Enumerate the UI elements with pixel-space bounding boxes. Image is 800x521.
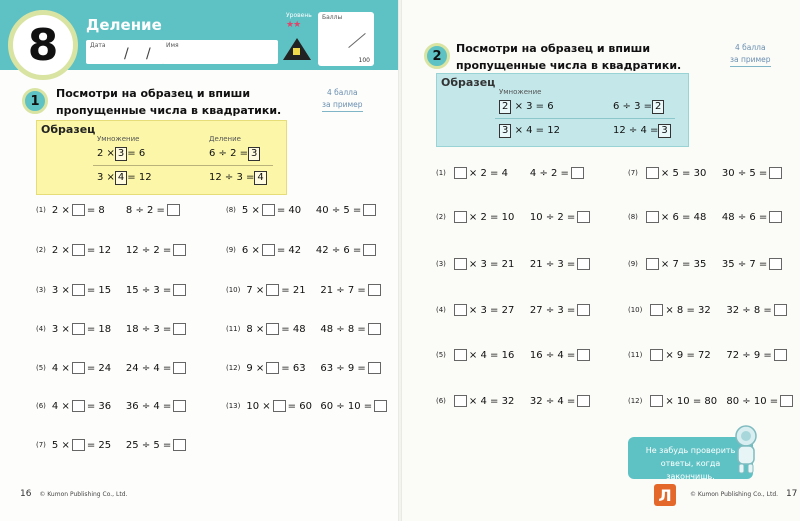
answer-box: 3	[248, 147, 260, 161]
division-expr	[126, 244, 188, 256]
example-row-2-div	[209, 171, 267, 185]
answer-input-box[interactable]	[780, 395, 793, 407]
exercise-number: (10)	[226, 286, 241, 294]
expr-text: 4 ×	[51, 363, 70, 374]
example-row-2-mult	[499, 124, 560, 138]
multiplication-expr	[648, 349, 726, 361]
footer-right	[690, 489, 800, 499]
multiplication-expr	[644, 211, 722, 223]
lesson-title: Деление	[86, 16, 162, 34]
expr-text: 10 ×	[246, 401, 271, 412]
level-stars: ★★	[286, 20, 301, 30]
division-expr	[316, 204, 378, 216]
expr-text: 25 ÷ 5 =	[125, 440, 172, 451]
exercise-item	[436, 302, 592, 318]
exercise-number: (4)	[36, 325, 46, 333]
expr-part: 2 ×	[97, 148, 115, 159]
division-expr	[126, 204, 182, 216]
score-box[interactable]	[318, 12, 374, 66]
expr-text: 9 ×	[246, 363, 265, 374]
expr-text: × 9 = 72	[665, 350, 711, 361]
page-number: 17	[785, 489, 798, 499]
division-expr	[530, 304, 592, 316]
answer-input-box[interactable]	[577, 395, 590, 407]
expr-text: × 2 = 10	[468, 212, 515, 223]
answer-input-box[interactable]	[646, 211, 659, 223]
expr-text: 2 ×	[51, 205, 70, 216]
expr-text: × 8 = 32	[665, 305, 711, 316]
level-marker-icon	[293, 48, 300, 55]
division-expr	[320, 400, 389, 412]
division-expr	[726, 304, 788, 316]
example-label: Образец	[441, 76, 496, 89]
multiplication-expr	[648, 304, 726, 316]
section-2-points	[730, 42, 771, 67]
score-label: Баллы	[322, 14, 343, 21]
expr-text: 63 ÷ 9 =	[320, 363, 366, 374]
example-divider	[93, 165, 273, 166]
division-expr	[316, 244, 378, 256]
expr-text: × 5 = 30	[660, 168, 707, 179]
answer-input-box[interactable]	[368, 362, 381, 374]
multiplication-expr	[246, 362, 320, 374]
division-expr	[126, 362, 188, 374]
date-field[interactable]	[86, 40, 164, 64]
section-1-title: Посмотри на образец и впиши пропущенные числа в квадратики.	[56, 87, 282, 117]
example-row-2-div	[613, 124, 671, 138]
expr-text: 24 ÷ 4 =	[125, 363, 172, 374]
division-expr	[320, 284, 382, 296]
division-expr	[126, 323, 188, 335]
answer-box: 2	[499, 100, 511, 114]
date-slash: /	[146, 46, 151, 62]
exercise-number: (8)	[226, 206, 236, 214]
expr-text: = 15	[86, 285, 112, 296]
section-1-number: 1	[22, 88, 48, 114]
answer-input-box[interactable]	[173, 400, 186, 412]
answer-box: 4	[115, 171, 127, 185]
footer-left	[20, 489, 127, 499]
expr-text: 3 ×	[51, 285, 70, 296]
answer-input-box[interactable]	[454, 211, 467, 223]
example-box-2	[436, 73, 689, 147]
exercise-item	[36, 202, 182, 218]
expr-text: = 36	[86, 401, 112, 412]
exercise-number: (2)	[36, 246, 46, 254]
copyright: © Kumon Publishing Co., Ltd.	[39, 491, 128, 498]
answer-input-box[interactable]	[774, 304, 787, 316]
answer-box: 3	[115, 147, 127, 161]
expr-text: 16 ÷ 4 =	[529, 350, 576, 361]
answer-input-box[interactable]	[454, 258, 467, 270]
points-value: 4 балла	[734, 43, 766, 52]
multiplication-expr	[452, 258, 530, 270]
multiplication-expr	[242, 204, 316, 216]
expr-text: = 12	[86, 245, 112, 256]
exercise-item	[436, 393, 592, 409]
answer-input-box[interactable]	[363, 204, 376, 216]
expr-text: 6 ×	[241, 245, 260, 256]
expr-text: 4 ×	[51, 401, 70, 412]
answer-input-box[interactable]	[650, 395, 663, 407]
division-expr	[320, 323, 382, 335]
exercise-number: (12)	[628, 397, 643, 405]
expr-text: 48 ÷ 6 =	[721, 212, 768, 223]
exercise-number: (6)	[36, 402, 46, 410]
exercise-number: (7)	[628, 169, 638, 177]
expr-text: 48 ÷ 8 =	[320, 324, 366, 335]
example-label: Образец	[41, 123, 96, 136]
answer-input-box[interactable]	[577, 349, 590, 361]
division-expr	[126, 439, 188, 451]
expr-text: = 18	[86, 324, 112, 335]
division-expr	[722, 211, 784, 223]
exercise-number: (3)	[36, 286, 46, 294]
multiplication-expr	[644, 258, 722, 270]
level-label: Уровень	[286, 12, 312, 19]
multiplication-expr	[52, 439, 126, 451]
expr-text: × 2 = 4	[468, 168, 508, 179]
answer-input-box[interactable]	[368, 284, 381, 296]
expr-text: 32 ÷ 8 =	[726, 305, 772, 316]
answer-input-box[interactable]	[167, 204, 180, 216]
answer-input-box[interactable]	[577, 211, 590, 223]
example-row-2-mult	[97, 171, 152, 185]
answer-input-box[interactable]	[262, 204, 275, 216]
expr-text: 60 ÷ 10 =	[320, 401, 373, 412]
expr-part: 6 ÷ 2 =	[209, 148, 249, 159]
exercise-item	[36, 282, 188, 298]
exercise-number: (10)	[628, 306, 643, 314]
exercise-number: (3)	[436, 260, 446, 268]
expr-text: 21 ÷ 3 =	[529, 259, 576, 270]
example-row-1-mult	[499, 100, 554, 114]
expr-part: × 3 = 6	[514, 101, 554, 112]
expr-text: 12 ÷ 2 =	[125, 245, 172, 256]
expr-text: = 48	[281, 324, 306, 335]
multiplication-expr	[52, 362, 126, 374]
example-row-1-div	[209, 147, 260, 161]
division-expr	[722, 258, 784, 270]
expr-part: = 12	[127, 172, 152, 183]
answer-input-box[interactable]	[173, 244, 186, 256]
exercise-number: (13)	[226, 402, 241, 410]
expr-text: 35 ÷ 7 =	[721, 259, 768, 270]
lesson-number-badge	[8, 10, 78, 80]
exercise-item	[36, 242, 188, 258]
multiplication-expr	[52, 204, 126, 216]
answer-input-box[interactable]	[454, 395, 467, 407]
exercise-item	[628, 302, 789, 318]
answer-input-box[interactable]	[72, 244, 85, 256]
exercise-number: (4)	[436, 306, 446, 314]
exercise-item	[436, 209, 592, 225]
example-col-multiplication: Умножение	[97, 135, 140, 143]
exercise-number: (7)	[36, 441, 46, 449]
answer-input-box[interactable]	[363, 244, 376, 256]
exercise-item	[628, 209, 784, 225]
division-expr	[530, 258, 592, 270]
expr-text: = 21	[281, 285, 306, 296]
expr-text: 72 ÷ 9 =	[726, 350, 772, 361]
expr-text: 42 ÷ 6 =	[315, 245, 362, 256]
exercise-item	[36, 360, 188, 376]
exercise-item	[628, 256, 784, 272]
example-col-division: Деление	[209, 135, 241, 143]
answer-input-box[interactable]	[72, 204, 85, 216]
division-expr	[530, 349, 592, 361]
expr-text: = 40	[276, 205, 302, 216]
exercise-item	[36, 437, 188, 453]
answer-input-box[interactable]	[72, 323, 85, 335]
section-2-number: 2	[424, 43, 450, 69]
expr-text: × 4 = 16	[468, 350, 515, 361]
exercise-item	[436, 256, 592, 272]
answer-input-box[interactable]	[774, 349, 787, 361]
expr-text: 27 ÷ 3 =	[529, 305, 576, 316]
multiplication-expr	[452, 349, 530, 361]
example-divider	[495, 118, 675, 119]
expr-text: = 25	[86, 440, 112, 451]
expr-text: 18 ÷ 3 =	[125, 324, 172, 335]
answer-box: 2	[652, 100, 664, 114]
expr-text: 36 ÷ 4 =	[125, 401, 172, 412]
exercise-number: (9)	[628, 260, 638, 268]
division-expr	[726, 395, 795, 407]
expr-text: 40 ÷ 5 =	[315, 205, 362, 216]
example-row-1-mult	[97, 147, 145, 161]
exercise-item	[226, 282, 383, 298]
expr-text: 21 ÷ 7 =	[320, 285, 366, 296]
exercise-number: (8)	[628, 213, 638, 221]
publisher-logo: Л	[654, 484, 676, 506]
name-field[interactable]	[162, 40, 278, 64]
division-expr	[722, 167, 784, 179]
multiplication-expr	[648, 395, 726, 407]
exercise-number: (6)	[436, 397, 446, 405]
answer-box: 4	[254, 171, 266, 185]
answer-input-box[interactable]	[454, 167, 467, 179]
lesson-number: 8	[27, 19, 59, 71]
answer-input-box[interactable]	[72, 284, 85, 296]
expr-text: 2 ×	[51, 245, 70, 256]
astronaut-mascot-icon	[732, 424, 760, 476]
expr-text: × 4 = 32	[468, 396, 515, 407]
multiplication-expr	[452, 167, 530, 179]
expr-text: × 7 = 35	[660, 259, 707, 270]
division-expr	[530, 395, 592, 407]
exercise-item	[226, 202, 378, 218]
exercise-number: (12)	[226, 364, 241, 372]
exercise-number: (9)	[226, 246, 236, 254]
exercise-number: (2)	[436, 213, 446, 221]
expr-part: 3 ×	[97, 172, 115, 183]
answer-input-box[interactable]	[769, 258, 782, 270]
exercise-item	[628, 347, 789, 363]
section-2-title: Посмотри на образец и впиши пропущенные числа в квадратики.	[456, 42, 682, 72]
answer-input-box[interactable]	[577, 258, 590, 270]
points-value: 4 балла	[326, 88, 358, 97]
multiplication-expr	[452, 395, 530, 407]
exercise-number: (11)	[628, 351, 643, 359]
expr-text: 8 ×	[246, 324, 265, 335]
answer-input-box[interactable]	[173, 439, 186, 451]
expr-text: × 3 = 27	[468, 305, 515, 316]
answer-box: 3	[499, 124, 511, 138]
expr-text: 5 ×	[51, 440, 70, 451]
exercise-number: (1)	[36, 206, 46, 214]
answer-input-box[interactable]	[769, 211, 782, 223]
expr-part: = 6	[127, 148, 146, 159]
exercise-item	[226, 398, 389, 414]
answer-input-box[interactable]	[266, 323, 279, 335]
answer-input-box[interactable]	[769, 167, 782, 179]
answer-input-box[interactable]	[262, 244, 275, 256]
exercise-item	[226, 242, 378, 258]
answer-input-box[interactable]	[266, 362, 279, 374]
date-label: Дата	[90, 42, 106, 49]
points-unit: за пример	[730, 54, 771, 67]
answer-input-box[interactable]	[368, 323, 381, 335]
expr-text: × 6 = 48	[660, 212, 707, 223]
expr-text: × 10 = 80	[665, 396, 718, 407]
expr-part: × 4 = 12	[514, 125, 560, 136]
expr-text: 3 ×	[51, 324, 70, 335]
answer-input-box[interactable]	[646, 258, 659, 270]
multiplication-expr	[246, 284, 320, 296]
multiplication-expr	[52, 284, 126, 296]
answer-input-box[interactable]	[646, 167, 659, 179]
multiplication-expr	[644, 167, 722, 179]
expr-text: = 60	[287, 401, 312, 412]
division-expr	[126, 284, 188, 296]
multiplication-expr	[52, 244, 126, 256]
expr-text: 30 ÷ 5 =	[721, 168, 768, 179]
multiplication-expr	[242, 244, 316, 256]
exercise-number: (5)	[436, 351, 446, 359]
multiplication-expr	[452, 304, 530, 316]
answer-input-box[interactable]	[173, 362, 186, 374]
example-row-1-div	[613, 100, 664, 114]
division-expr	[530, 167, 586, 179]
answer-input-box[interactable]	[571, 167, 584, 179]
expr-text: = 24	[86, 363, 112, 374]
page-number: 16	[20, 489, 32, 499]
answer-box: 3	[658, 124, 670, 138]
multiplication-expr	[246, 400, 320, 412]
score-max: 100	[358, 57, 370, 64]
exercise-item	[226, 360, 383, 376]
answer-input-box[interactable]	[173, 284, 186, 296]
exercise-item	[226, 321, 383, 337]
expr-text: 4 ÷ 2 =	[529, 168, 569, 179]
division-expr	[320, 362, 382, 374]
exercise-item	[436, 165, 586, 181]
date-slash: /	[124, 46, 129, 62]
answer-input-box[interactable]	[454, 304, 467, 316]
answer-input-box[interactable]	[173, 323, 186, 335]
expr-text: × 3 = 21	[468, 259, 515, 270]
example-box-1	[36, 120, 287, 195]
multiplication-expr	[52, 400, 126, 412]
division-expr	[126, 400, 188, 412]
multiplication-expr	[52, 323, 126, 335]
answer-input-box[interactable]	[273, 400, 286, 412]
expr-part: 6 ÷ 3 =	[613, 101, 653, 112]
division-expr	[726, 349, 788, 361]
book-spine	[398, 0, 402, 521]
expr-text: = 63	[281, 363, 306, 374]
expr-text: = 8	[86, 205, 105, 216]
answer-input-box[interactable]	[650, 349, 663, 361]
answer-input-box[interactable]	[72, 400, 85, 412]
exercise-item	[628, 393, 795, 409]
name-label: Имя	[166, 42, 179, 49]
score-divider	[348, 33, 365, 48]
exercise-item	[36, 321, 188, 337]
answer-input-box[interactable]	[266, 284, 279, 296]
points-unit: за пример	[322, 99, 363, 112]
division-expr	[530, 211, 592, 223]
answer-input-box[interactable]	[374, 400, 387, 412]
expr-text: 15 ÷ 3 =	[125, 285, 172, 296]
expr-text: = 42	[276, 245, 302, 256]
reminder-note: Не забудь проверить ответы, когда закончишь.	[628, 437, 753, 479]
section-1-points	[322, 87, 363, 112]
exercise-item	[436, 347, 592, 363]
exercise-number: (1)	[436, 169, 446, 177]
multiplication-expr	[246, 323, 320, 335]
copyright: © Kumon Publishing Co., Ltd.	[690, 491, 779, 498]
answer-input-box[interactable]	[72, 362, 85, 374]
expr-text: 32 ÷ 4 =	[529, 396, 576, 407]
answer-input-box[interactable]	[72, 439, 85, 451]
answer-input-box[interactable]	[454, 349, 467, 361]
answer-input-box[interactable]	[577, 304, 590, 316]
exercise-item	[628, 165, 784, 181]
expr-text: 80 ÷ 10 =	[726, 396, 779, 407]
exercise-number: (11)	[226, 325, 241, 333]
example-col-multiplication: Умножение	[499, 88, 542, 96]
expr-text: 5 ×	[241, 205, 260, 216]
exercise-item	[36, 398, 188, 414]
expr-text: 10 ÷ 2 =	[529, 212, 576, 223]
expr-text: 7 ×	[246, 285, 265, 296]
exercise-number: (5)	[36, 364, 46, 372]
expr-text: 8 ÷ 2 =	[125, 205, 165, 216]
multiplication-expr	[452, 211, 530, 223]
answer-input-box[interactable]	[650, 304, 663, 316]
expr-part: 12 ÷ 4 =	[613, 125, 659, 136]
expr-part: 12 ÷ 3 =	[209, 172, 255, 183]
